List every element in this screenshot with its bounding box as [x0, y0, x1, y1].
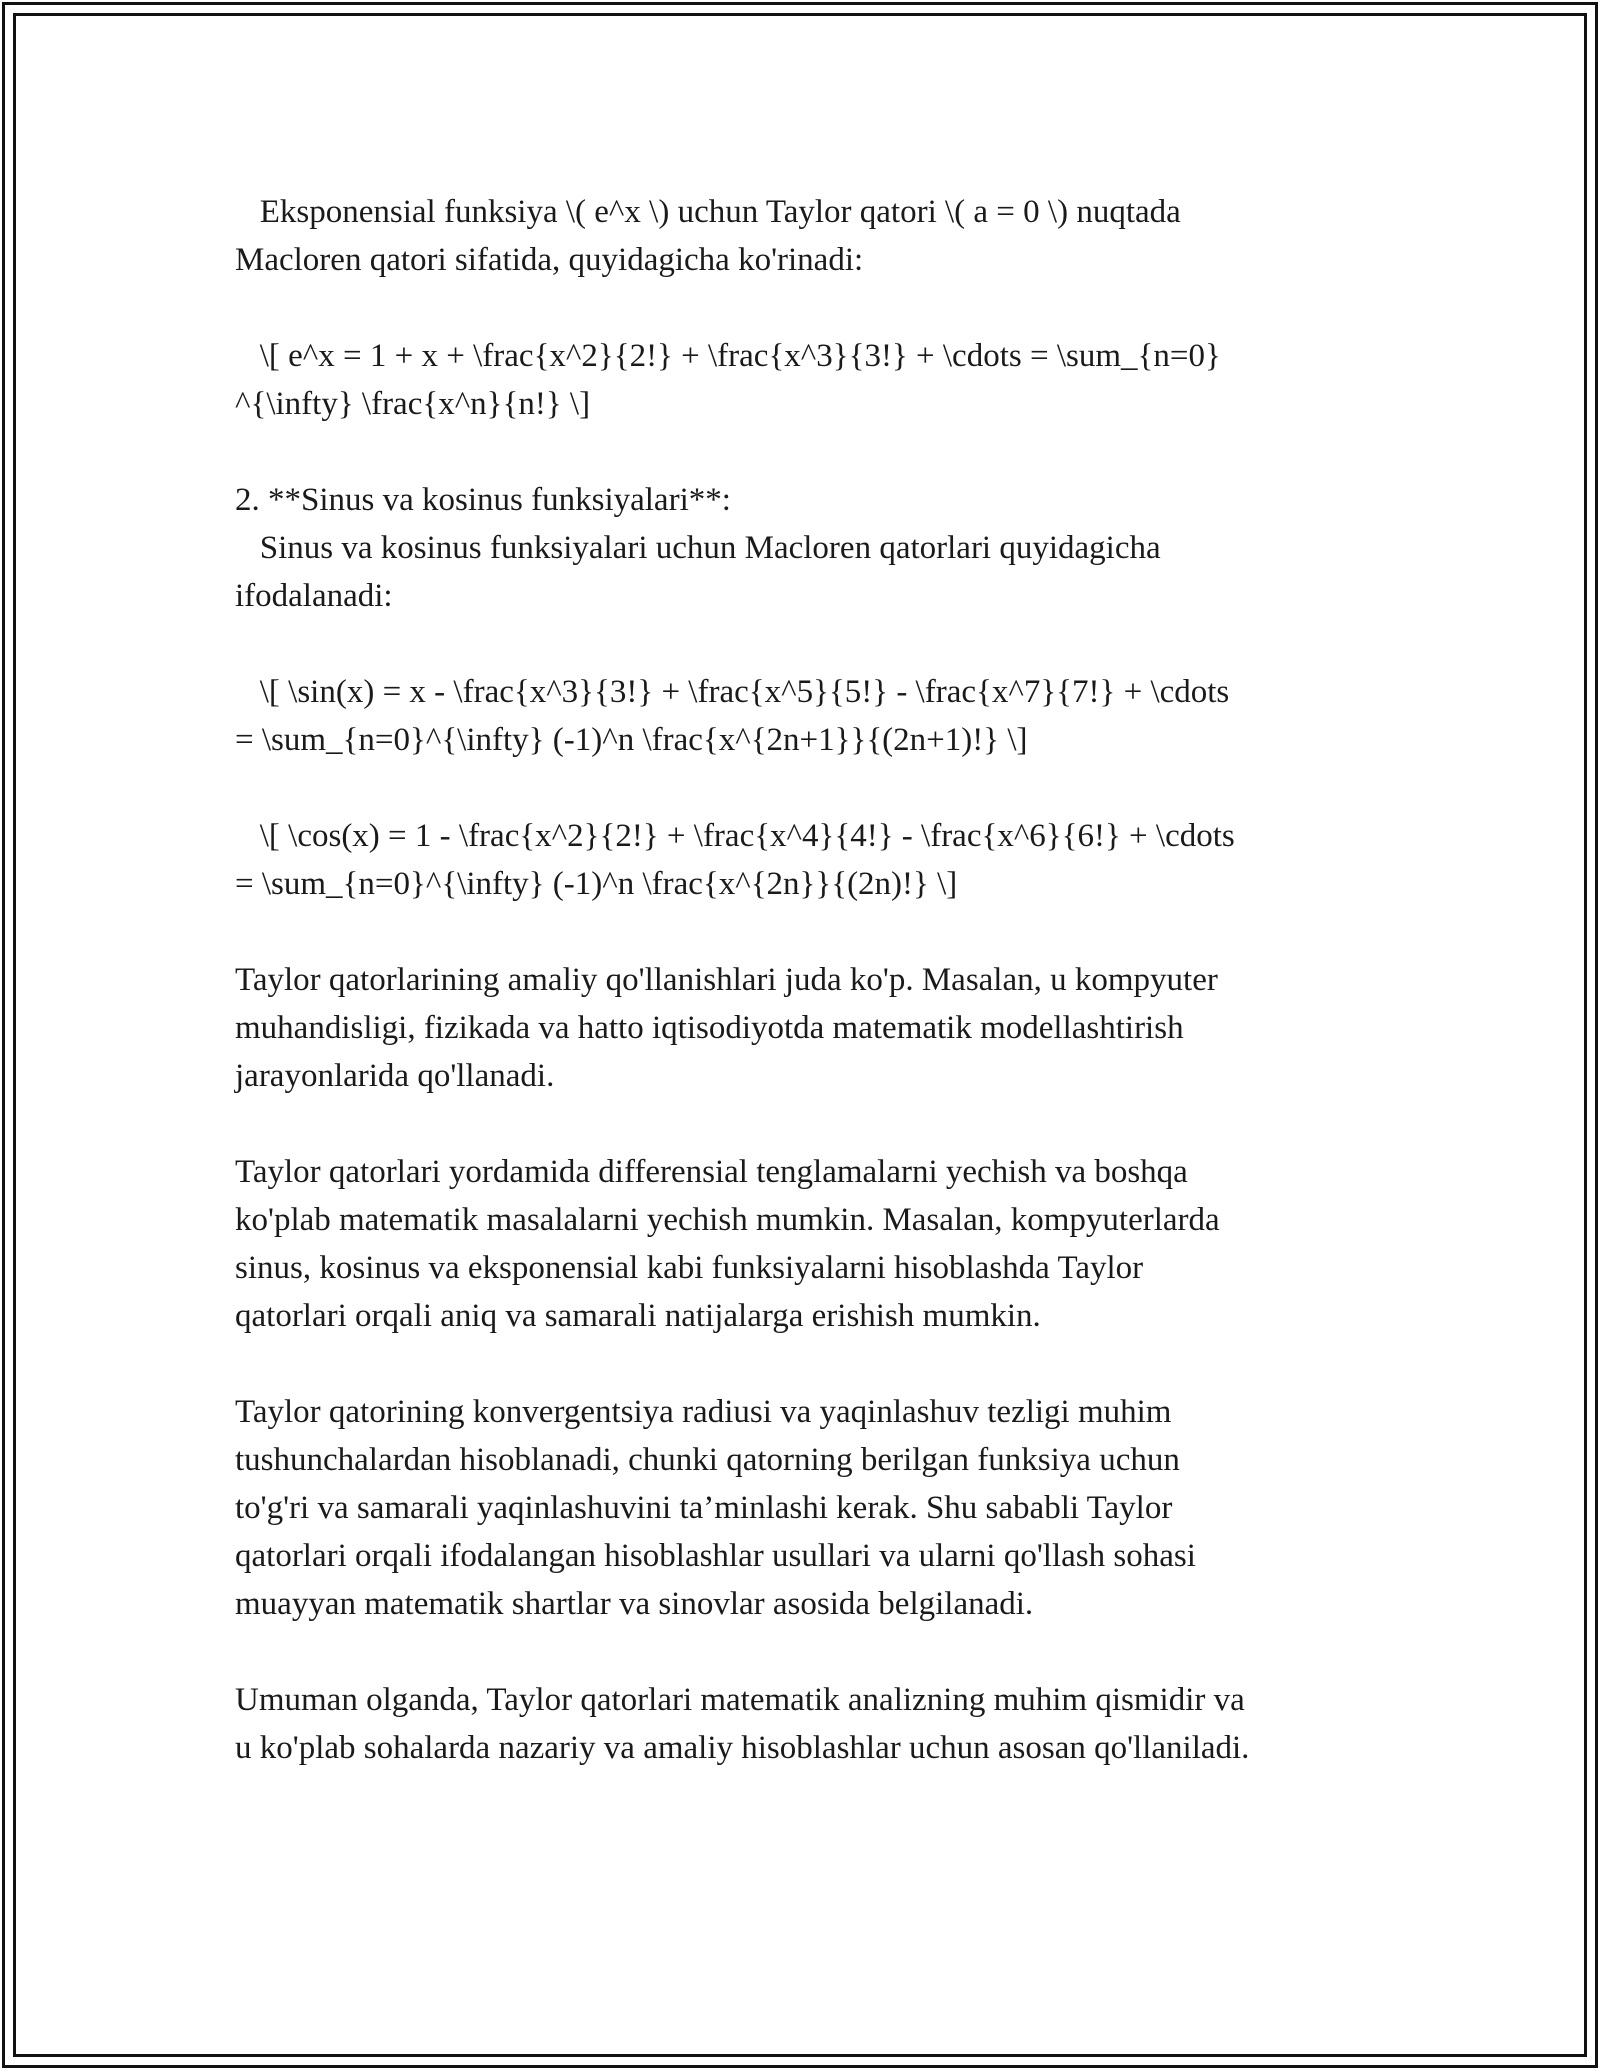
paragraph-gap: [235, 1100, 1375, 1148]
paragraph: [235, 956, 1375, 1100]
text-line: sinus, kosinus va eksponensial kabi funksiyalarni hisoblashda Taylor: [235, 1250, 1144, 1286]
text-line: Taylor qatorlari yordamida differensial tenglamalarni yechish va boshqa: [235, 1154, 1188, 1190]
text-line: Macloren qatori sifatida, quyidagicha ko'rinadi:: [235, 242, 864, 278]
paragraph: [235, 1148, 1375, 1340]
text-line: ^{\infty} \frac{x^n}{n!} \]: [235, 386, 591, 422]
paragraph-gap: [235, 620, 1375, 668]
paragraph-gap: [235, 1340, 1375, 1388]
text-line: 2. **Sinus va kosinus funksiyalari**:: [235, 482, 731, 518]
text-line: \[ \sin(x) = x - \frac{x^3}{3!} + \frac{x^5}{5!} - \frac{x^7}{7!} + \cdots: [235, 674, 1230, 710]
paragraph: [235, 1676, 1375, 1772]
text-line: ifodalanadi:: [235, 578, 393, 614]
text-line: Taylor qatorlarining amaliy qo'llanishlari juda ko'p. Masalan, u kompyuter: [235, 962, 1218, 998]
paragraph-gap: [235, 284, 1375, 332]
text-line: = \sum_{n=0}^{\infty} (-1)^n \frac{x^{2n}}{(2n)!} \]: [235, 866, 958, 902]
text-line: jarayonlarida qo'llanadi.: [235, 1058, 555, 1094]
text-line: qatorlari orqali aniq va samarali natijalarga erishish mumkin.: [235, 1298, 1041, 1334]
paragraph: [235, 188, 1375, 284]
paragraph-gap: [235, 1628, 1375, 1676]
text-line: muayyan matematik shartlar va sinovlar asosida belgilanadi.: [235, 1586, 1034, 1622]
paragraph: [235, 668, 1375, 764]
paragraph: [235, 476, 1375, 620]
paragraph-gap: [235, 908, 1375, 956]
paragraph: [235, 1388, 1375, 1628]
text-line: Sinus va kosinus funksiyalari uchun Macloren qatorlari quyidagicha: [235, 530, 1161, 566]
text-line: ko'plab matematik masalalarni yechish mumkin. Masalan, kompyuterlarda: [235, 1202, 1220, 1238]
paragraph: [235, 812, 1375, 908]
text-line: = \sum_{n=0}^{\infty} (-1)^n \frac{x^{2n+1}}{(2n+1)!} \]: [235, 722, 1028, 758]
paragraph-gap: [235, 428, 1375, 476]
text-line: Umuman olganda, Taylor qatorlari matematik analizning muhim qismidir va: [235, 1682, 1245, 1718]
text-line: \[ \cos(x) = 1 - \frac{x^2}{2!} + \frac{x^4}{4!} - \frac{x^6}{6!} + \cdots: [235, 818, 1235, 854]
text-line: \[ e^x = 1 + x + \frac{x^2}{2!} + \frac{x^3}{3!} + \cdots = \sum_{n=0}: [235, 338, 1221, 374]
text-line: to'g'ri va samarali yaqinlashuvini ta’minlashi kerak. Shu sababli Taylor: [235, 1490, 1173, 1526]
paragraph-gap: [235, 764, 1375, 812]
text-line: muhandisligi, fizikada va hatto iqtisodiyotda matematik modellashtirish: [235, 1010, 1184, 1046]
text-line: tushunchalardan hisoblanadi, chunki qatorning berilgan funksiya uchun: [235, 1442, 1180, 1478]
text-line: Taylor qatorining konvergentsiya radiusi va yaqinlashuv tezligi muhim: [235, 1394, 1172, 1430]
text-line: qatorlari orqali ifodalangan hisoblashlar usullari va ularni qo'llash sohasi: [235, 1538, 1196, 1574]
text-line: Eksponensial funksiya \( e^x \) uchun Taylor qatori \( a = 0 \) nuqtada: [235, 194, 1181, 230]
paragraph: [235, 332, 1375, 428]
document-body: [235, 188, 1375, 1772]
text-line: u ko'plab sohalarda nazariy va amaliy hisoblashlar uchun asosan qo'llaniladi.: [235, 1730, 1250, 1766]
